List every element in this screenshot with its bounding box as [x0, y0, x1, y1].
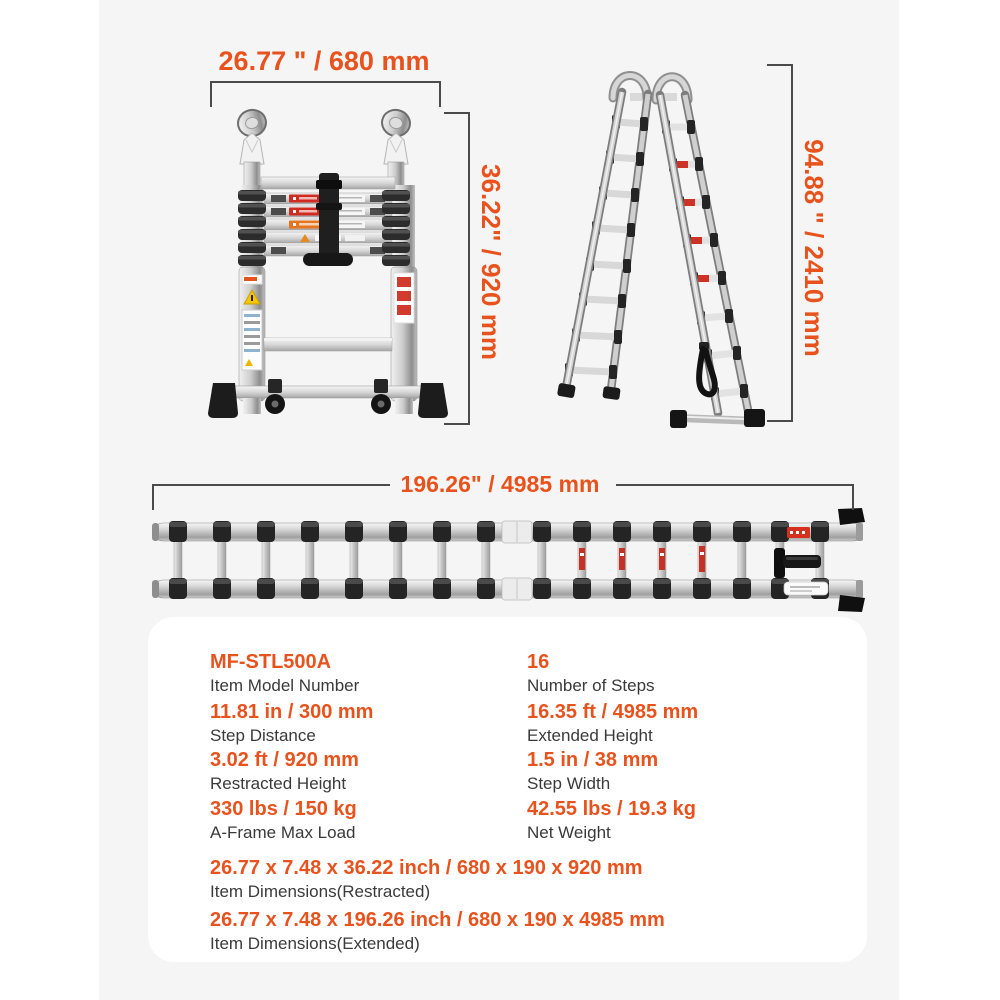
t-handle-strap: [774, 548, 821, 578]
info-label: [784, 582, 828, 595]
rubber-foot-bottom: [838, 595, 865, 612]
extended-length-bracket-right: [616, 484, 854, 510]
spec-item-dimensions-extended: [210, 908, 665, 954]
rubber-foot: [670, 410, 687, 428]
spec-label: Net Weight: [527, 823, 611, 842]
spec-card: [148, 617, 867, 962]
a-frame-ladder-illustration: [552, 58, 767, 436]
spec-label: Step Distance: [210, 726, 316, 745]
spec-value: 3.02 ft / 920 mm: [210, 749, 359, 771]
folded-width-bracket: [210, 81, 441, 107]
spec-label: Restracted Height: [210, 774, 347, 793]
folded-height-dimension: 36.22" / 920 mm: [476, 164, 506, 360]
right-leg: [660, 95, 765, 428]
spec-value: 26.77 x 7.48 x 196.26 inch / 680 x 190 x 4985 mm: [210, 909, 665, 931]
spec-label: Step Width: [527, 774, 611, 793]
left-rail-cap: [152, 523, 159, 541]
a-frame-height-dimension: 94.88 " / 2410 mm: [799, 139, 829, 357]
strap-clamp: [316, 173, 342, 263]
right-rail-cap: [856, 580, 863, 598]
right-rail-cap: [856, 523, 863, 541]
spec-value: MF-STL500A: [210, 651, 332, 673]
spec-item-step-distance: [210, 700, 373, 746]
brand-tag: [787, 527, 810, 538]
spec-item-step-width: [527, 748, 658, 794]
spec-item-steps: [527, 650, 655, 696]
carry-handle: [303, 253, 353, 266]
rung-labels: [579, 546, 705, 572]
right-rail-end: [395, 398, 413, 414]
stabilizer-bar: [212, 386, 444, 398]
spec-value: 16: [527, 651, 550, 673]
a-frame-height-bracket: [767, 64, 793, 422]
rubber-foot: [744, 409, 765, 427]
spec-item-retracted-height: [210, 748, 359, 794]
folded-width-dimension: 26.77 " / 680 mm: [218, 46, 430, 76]
folded-ladder-illustration: [205, 107, 451, 437]
spec-value: 11.81 in / 300 mm: [210, 701, 374, 723]
spec-label: A-Frame Max Load: [210, 823, 356, 842]
spec-value: 16.35 ft / 4985 mm: [527, 701, 699, 723]
spec-value: 42.55 lbs / 19.3 kg: [527, 798, 696, 820]
spec-label: Item Model Number: [210, 676, 360, 695]
spec-value: 330 lbs / 150 kg: [210, 798, 357, 820]
left-rail-end: [243, 398, 261, 414]
left-rail-cap: [152, 580, 159, 598]
spec-label: Item Dimensions(Restracted): [210, 882, 431, 901]
spec-label: Number of Steps: [527, 676, 655, 695]
spec-value: 1.5 in / 38 mm: [527, 749, 659, 771]
left-leg: [557, 92, 648, 400]
hinge-joint: [502, 521, 532, 600]
rubber-foot: [557, 383, 576, 399]
rubber-foot-top: [838, 508, 865, 525]
lower-rung: [264, 338, 392, 351]
spec-item-net-weight: [527, 797, 696, 843]
spec-label: Item Dimensions(Extended): [210, 934, 420, 953]
spec-item-extended-height: [527, 700, 698, 746]
right-warning-label: [394, 273, 414, 323]
extended-length-dimension: 196.26" / 4985 mm: [400, 471, 600, 497]
folded-height-bracket: [444, 112, 470, 425]
spec-item-dimensions-retracted: [210, 856, 643, 902]
spec-value: 26.77 x 7.48 x 36.22 inch / 680 x 190 x 920 mm: [210, 857, 643, 879]
extended-ladder-illustration: [150, 508, 874, 612]
spec-label: Extended Height: [527, 726, 653, 745]
rubber-foot-left: [208, 383, 238, 418]
rubber-foot: [602, 386, 621, 400]
spec-item-max-load: [210, 797, 357, 843]
spec-item-model: [210, 650, 359, 696]
